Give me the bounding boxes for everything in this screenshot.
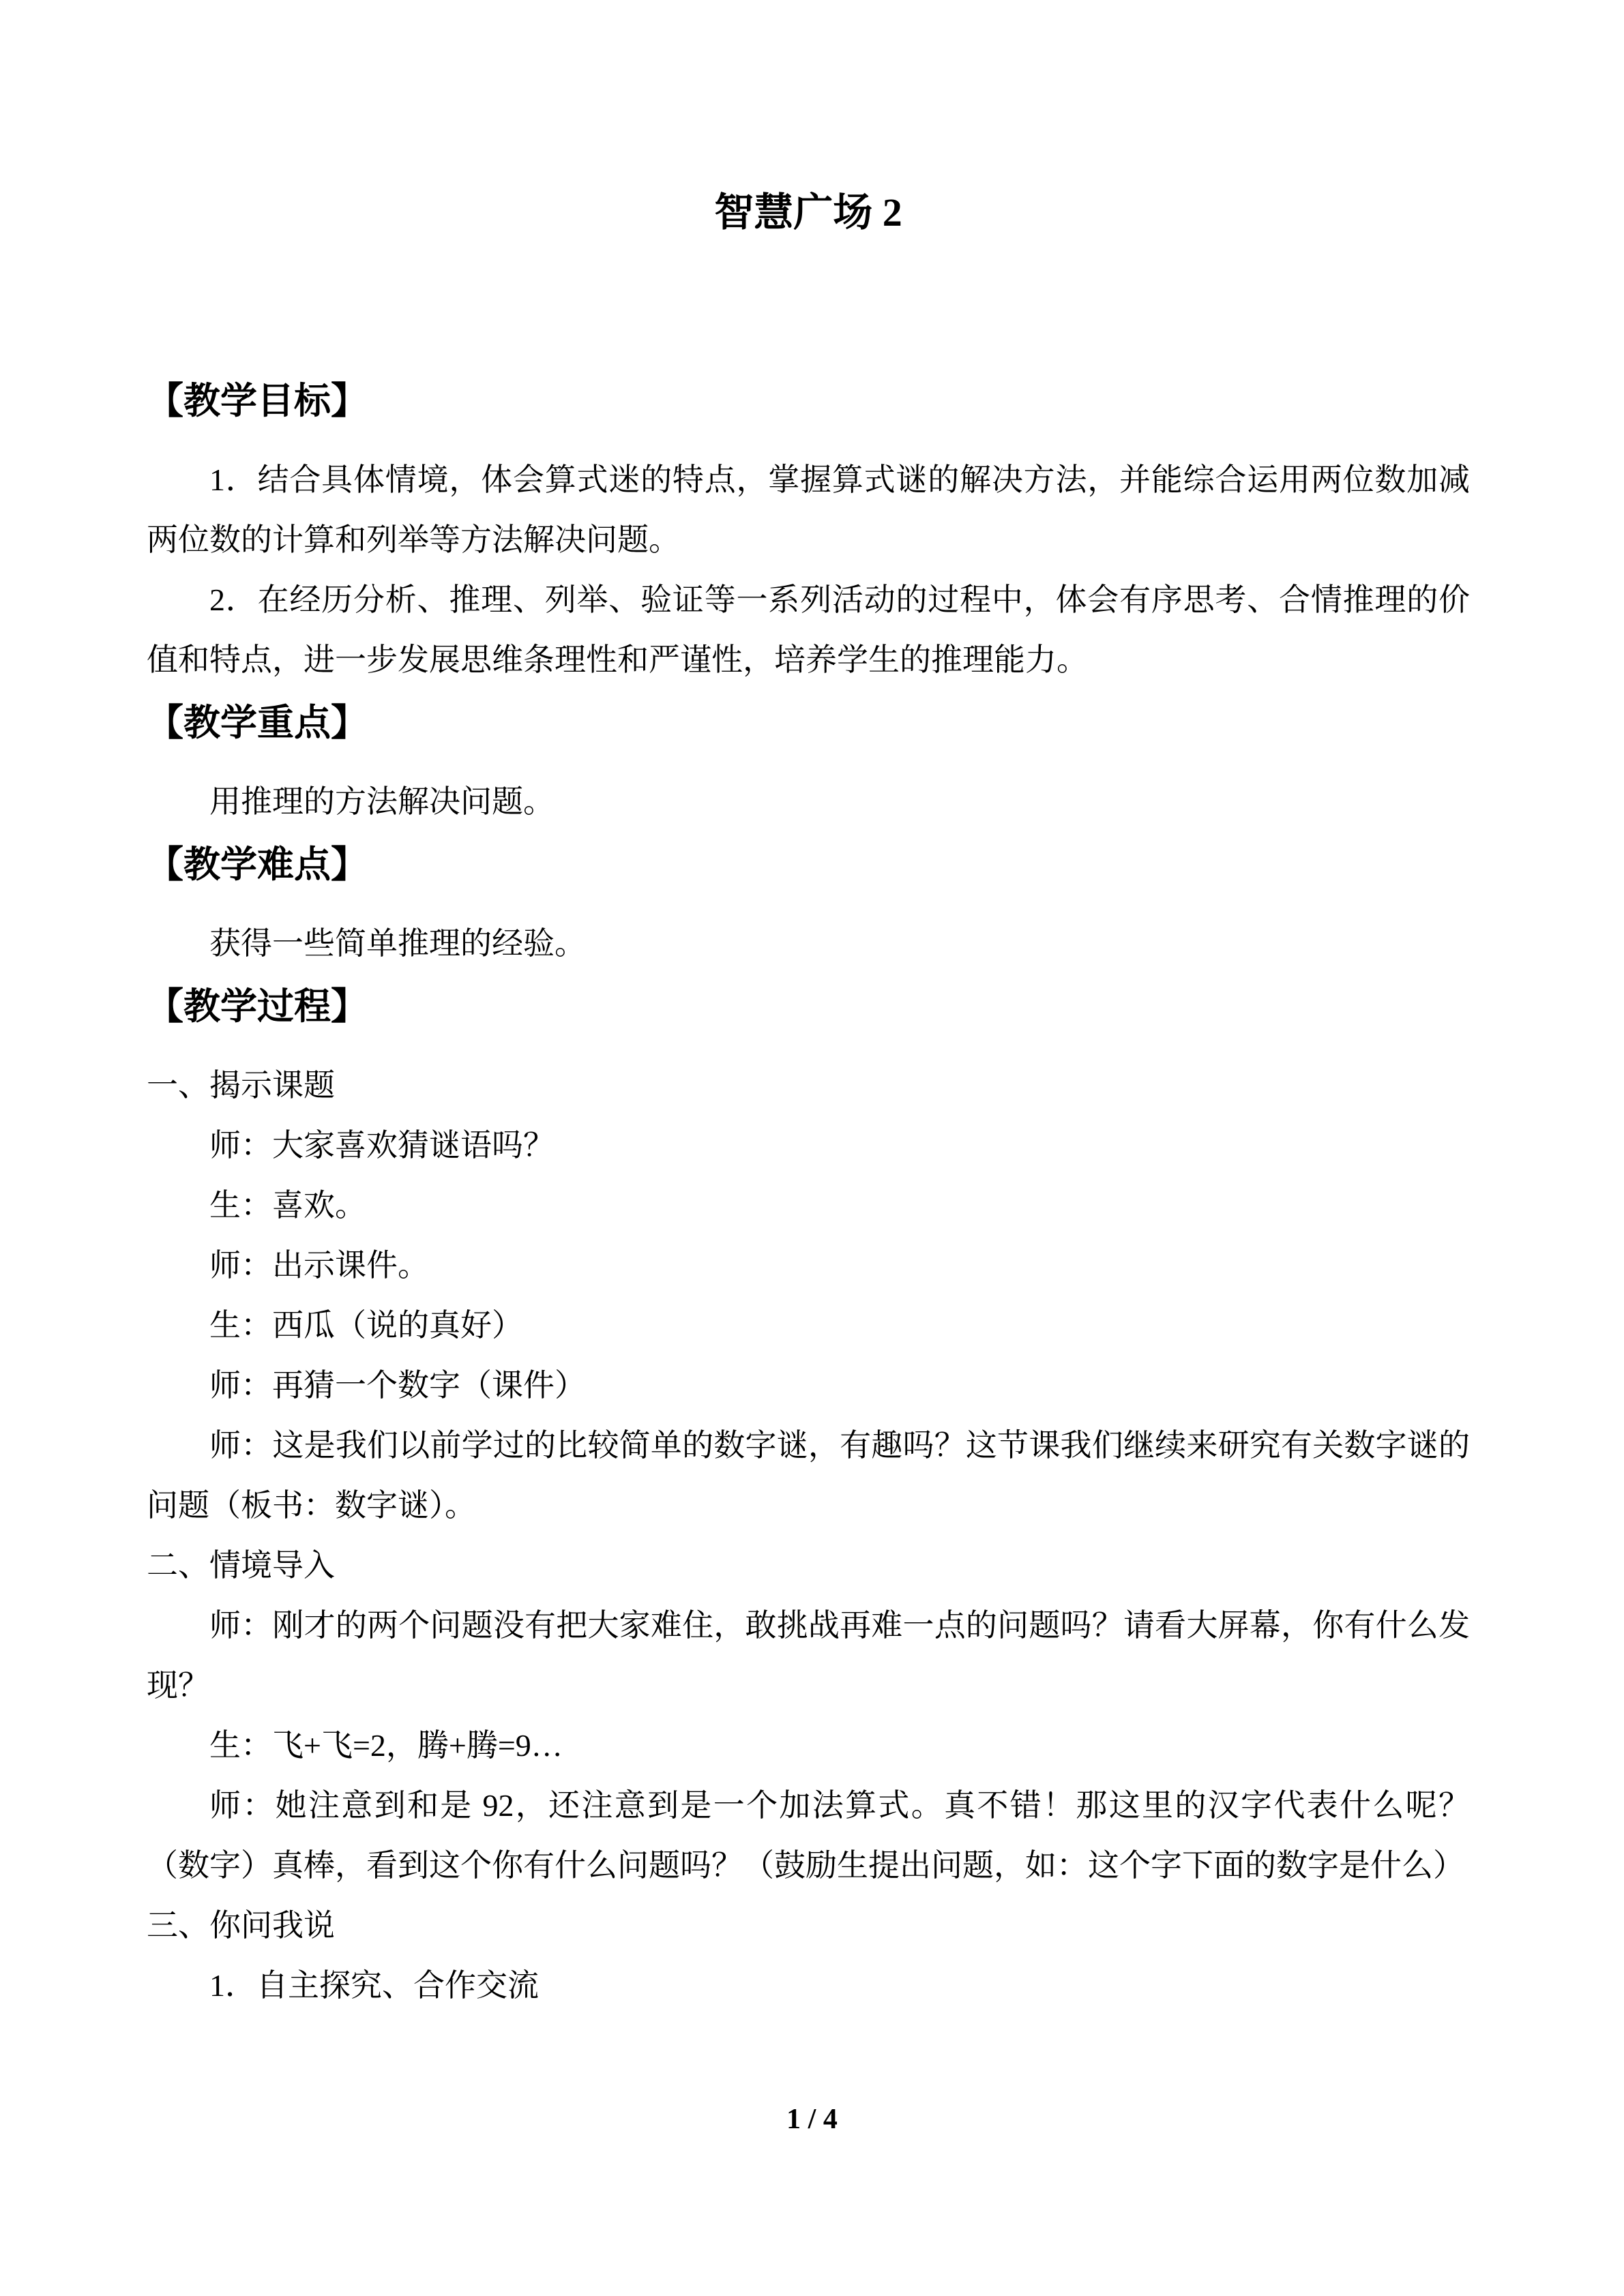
- dialogue-line: 生：喜欢。: [209, 1188, 366, 1223]
- dialogue-line: 师：再猜一个数字（课件）: [209, 1368, 586, 1403]
- dialogue-line: 师：刚才的两个问题没有把大家难住，敢挑战再难一点的问题吗？请看大屏幕，你有什么发现？: [147, 1608, 1470, 1703]
- list-item-three: 三、你问我说: [147, 1908, 335, 1943]
- dialogue-line: 师：出示课件。: [209, 1248, 429, 1283]
- section-heading-process: 【教学过程】: [147, 986, 368, 1027]
- dialogue-line: 生：西瓜（说的真好）: [209, 1308, 523, 1343]
- paragraph: 获得一些简单推理的经验。: [209, 926, 586, 961]
- document-title: 智慧广场 2: [714, 190, 902, 235]
- section-heading-key-points: 【教学重点】: [147, 702, 368, 743]
- list-item-one: 一、揭示课题: [147, 1068, 335, 1103]
- paragraph: 1．自主探究、合作交流: [209, 1968, 539, 2003]
- page-number: 1 / 4: [786, 2104, 838, 2135]
- paragraph: 2．在经历分析、推理、列举、验证等一系列活动的过程中，体会有序思考、合情推理的价值和特点，进一步发展思维条理性和严谨性，培养学生的推理能力。: [147, 582, 1470, 677]
- document-content: [147, 179, 1470, 2016]
- list-item-two: 二、情境导入: [147, 1548, 335, 1583]
- dialogue-line: 师：大家喜欢猜谜语吗？: [209, 1128, 555, 1163]
- section-heading-objectives: 【教学目标】: [147, 381, 368, 421]
- paragraph: 1．结合具体情境，体会算式迷的特点，掌握算式谜的解决方法，并能综合运用两位数加减两位数的计算和列举等方法解决问题。: [147, 462, 1470, 557]
- dialogue-line: 师：她注意到和是 92，还注意到是一个加法算式。真不错！那这里的汉字代表什么呢？（数字）真棒，看到这个你有什么问题吗？（鼓励生提出问题，如：这个字下面的数字是什么）: [147, 1788, 1470, 1883]
- paragraph: 用推理的方法解决问题。: [209, 784, 555, 819]
- section-heading-difficulties: 【教学难点】: [147, 844, 368, 885]
- dialogue-line: 生：飞+飞=2，腾+腾=9…: [209, 1728, 563, 1763]
- dialogue-line: 师：这是我们以前学过的比较简单的数字谜，有趣吗？这节课我们继续来研究有关数字谜的问题（板书：数字谜）。: [147, 1428, 1470, 1523]
